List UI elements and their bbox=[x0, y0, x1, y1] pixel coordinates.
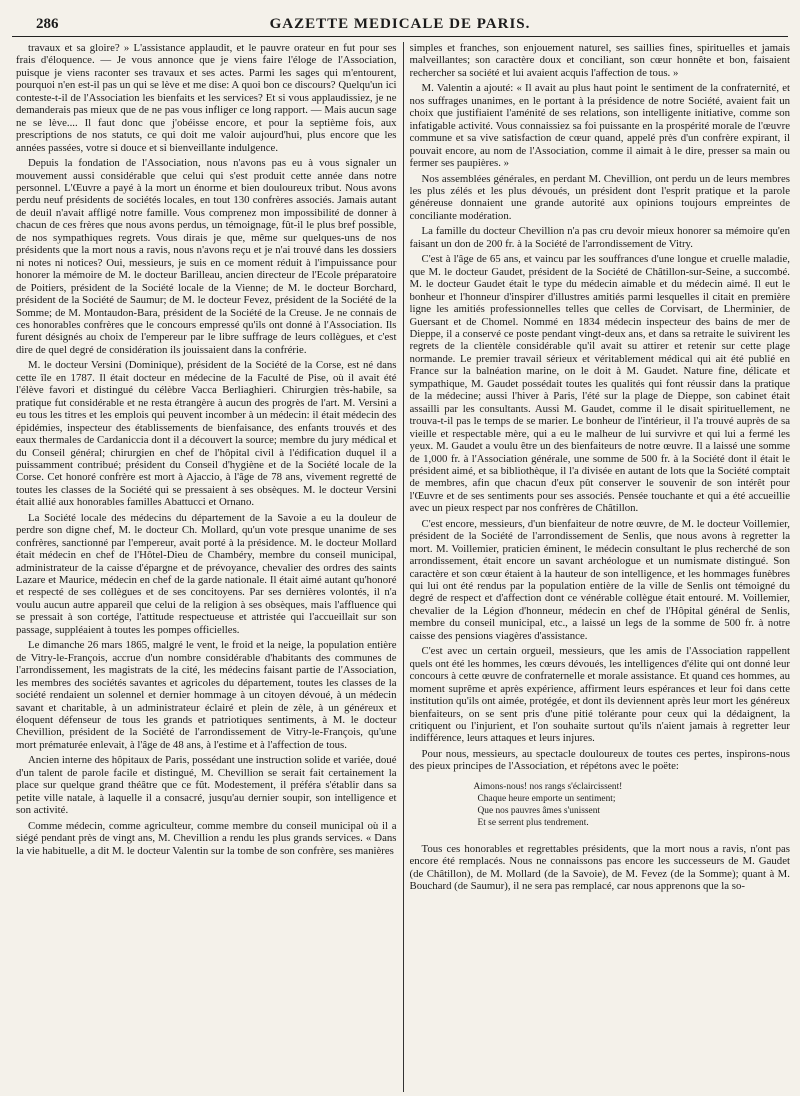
paragraph: Comme médecin, comme agriculteur, comme membre du conseil municipal où il a siégé pendant près de vingt ans, M. Chevillion a rendu les plus grands services. « Dans la vie habituelle, a dit M. le docteur Valentin sur la tombe de son confrère, ses manières bbox=[16, 819, 397, 857]
paragraph: C'est avec un certain orgueil, messieurs, que les amis de l'Association rappellent quels ont été les hommes, les cœurs dévoués, les intelligences d'élite qui ont donné leur concours à cette œuvre de confraternelle et morale assistance. Et quand ces hommes, au moment suprême et après expérience, affirment leurs espérances et leur foi dans cette institution qu'ils ont aimée, protégée, et dont ils deviennent après leur mort les généreux bienfaiteurs, on se sent pris d'une pitié tolérante pour ceux qui la dédaignent, la critiquent ou l'injurient, et l'on souhaite surtout qu'ils n'aient jamais à regretter leur indifférence, leurs attaques et leurs injures. bbox=[409, 645, 790, 745]
column-right bbox=[410, 42, 791, 1092]
paragraph: Ancien interne des hôpitaux de Paris, possédant une instruction solide et variée, doué d'un talent de parole facile et distingué, M. Chevillion se serait fait certainement la place sur quelque grand théâtre que ce fût. Modestement, il préféra s'établir dans sa petite ville natale, à laquelle il a consacré, jusqu'au dernier soupir, son intelligence et son activité. bbox=[16, 754, 397, 817]
paragraph: La famille du docteur Chevillion n'a pas cru devoir mieux honorer sa mémoire qu'en faisant un don de 200 fr. à la Société de l'arrondissement de Vitry. bbox=[409, 225, 790, 250]
page-number: 286 bbox=[36, 16, 59, 32]
paragraph: C'est encore, messieurs, d'un bienfaiteur de notre œuvre, de M. le docteur Voillemier, président de la Société de l'arrondissement de Senlis, que nous avons à regretter la mort. M. Voillemier, praticien éminent, le médecin consultant le plus recherché de son arrondissement, était encore un savant archéologue et un numismate distingué. Son caractère et son cœur étaient à la hauteur de son intelligence, et les hommages funèbres qui lui ont été rendus par la population entière de la ville de Senlis ont témoigné du degré de respect et d'affection dont ce vénérable collègue était entouré. M. Voillemier, chevalier de la Légion d'honneur, médecin en chef de l'Hôpital général de Senlis, membre du conseil municipal, etc., a laissé un legs de la somme de 500 fr. à notre caisse des pensions viagères d'assistance. bbox=[409, 517, 790, 642]
paragraph: C'est à l'âge de 65 ans, et vaincu par les souffrances d'une longue et cruelle maladie, que M. le docteur Gaudet, président de la Société de Châtillon-sur-Seine, a succombé. M. le docteur Gaudet était le type du médecin aimable et du médecin aimé. Il eut le bonheur et l'honneur d'inspirer d'illustres amitiés parmi lesquelles il citait en première ligne les amitiés professionnelles telles que celles de Corvisart, de Lherminier, de Guersant et de Chomel. Nommé en 1834 médecin inspecteur des bains de mer de Dieppe, il a conservé ce poste pendant vingt-deux ans, et dans sa retraite le suivirent les regrets de la clientèle considérable qu'il avait su attirer et retenir sur cette plage normande. Le premier travail sérieux et véritablement médical qui ait été publié en France sur la balnéation marine, on le doit à M. Gaudet. Nature fine, délicate et sympathique, M. Gaudet possédait toutes les qualités qui font réussir dans la pratique de la médecine; aussi l'hiver à Paris, l'été sur la plage de Dieppe, son cabinet était assailli par les consultants. Aussi M. Gaudet, comme il le disait spirituellement, ne trouva-t-il pas le temps de se marier. Le bonheur de l'intérieur, il l'a trouvé auprès de sa vieille et respectable mère, qui a eu le malheur de lui survivre et qui lui a fermé les yeux. M. Gaudet a voulu être un des bienfaiteurs de notre œuvre. Il a laissé une somme de 1,000 fr. à l'Association générale, une somme de 500 fr. à la Société dont il était le président aimé, et sa bibliothèque, il l'a divisée en autant de lots que la Société comptait de membres, afin que chacun d'eux pût conserver le souvenir de son intérêt pour l'Œuvre et de ses sentiments pour ses associés. Pensée touchante et qui a été accueillie avec un pieux respect par nos confrères de Châtillon. bbox=[409, 253, 790, 515]
paragraph: simples et franches, son enjouement naturel, ses saillies fines, spirituelles et jamais malveillantes; son caractère doux et conciliant, son cœur honnête et bon, faisaient rechercher sa société et lui avaient acquis l'affection de tous. » bbox=[409, 42, 790, 79]
page-header bbox=[12, 14, 788, 37]
paragraph: Le dimanche 26 mars 1865, malgré le vent, le froid et la neige, la population entière de Vitry-le-François, accrue d'un nombre considérable d'habitants des communes de l'arrondissement, les magistrats de la cité, les médecins faisant partie de l'Association, les membres des sociétés savantes et agricoles du département, toutes les classes de la société rendaient un solennel et dernier hommage à un citoyen dévoué, à un médecin savant et charitable, à un administrateur éclairé et plein de zèle, à un généreux et éloquent défenseur de tous les grands et patriotiques sentiments, à M. le docteur Chevillion, président de la Société de l'arrondissement de Vitry-le-François, qu'une mort prématurée enlevait, à l'âge de 48 ans, à l'estime et à l'affection de tous. bbox=[16, 639, 397, 751]
verse-line: Aimons-nous! nos rangs s'éclaircissent! bbox=[473, 781, 623, 792]
journal-title: GAZETTE MEDICALE DE PARIS. bbox=[269, 16, 531, 32]
paragraph: travaux et sa gloire? » L'assistance applaudit, et le pauvre orateur en fut pour ses frais d'éloquence. — Je vous annonce que je viens faire l'éloge de l'Association, puisque je viens raconter ses travaux et ses actes. Parmi les sages qui m'entourent, pourquoi n'en est-il pas un qui se lève et me dise: A quoi bon ce discours? Quelqu'un ici conteste-t-il de l'Association les bienfaits et les services? Et si vous applaudissiez, je ne demanderais pas mieux que de ne pas vous infliger ce long rapport. — Mais aucun sage ne se lève.... Il faut donc que j'obéisse encore, et pour la septième fois, aux prescriptions de nos statuts, ce qui doit me valoir aujourd'hui, plus encore que les années passées, votre si douce et si bienveillante indulgence. bbox=[16, 42, 397, 154]
paragraph: Depuis la fondation de l'Association, nous n'avons pas eu à vous signaler un mouvement aussi considérable que celui qui s'est produit cette année dans notre personnel. L'Œuvre a payé à la mort un énorme et bien douloureux tribut. Nous avons perdu neuf présidents de sociétés locales, en tout 130 confrères associés. Jamais autant de deuil n'avait affligé notre famille. Vous comprenez mon impossibilité de donner à chacun de ces frères que nous avons perdus, un témoignage, fût-il le plus bref possible, de nos sympathiques regrets. Vous dirais je que, même sur quelques-uns de nos présidents que la mort nous a ravis, nous n'avons reçu et je n'ai trouvé dans les dossiers ni notes ni notices? Oui, messieurs, je suis en ce moment réduit à l'impuissance pour honorer la mémoire de M. le docteur Barilleau, ancien directeur de l'Ecole préparatoire de Poitiers, président de la Société locale de la Vienne; de M. le docteur Borchard, président de la Société de Saumur; de M. le docteur Fevez, président de la Société de la Somme; de M. Montaudon-Bara, président de la Société de la Creuse. Je ne connais de ces honorables confrères que le concours empressé qu'ils ont donné à l'Association. Ils furent désignés au choix de l'empereur par le libre suffrage de leurs collègues, et c'est dire de quel degré de considération ils jouissaient dans la confrérie. bbox=[16, 157, 397, 356]
verse-line: Chaque heure emporte un sentiment; bbox=[477, 793, 616, 804]
paragraph: Pour nous, messieurs, au spectacle douloureux de toutes ces pertes, inspirons-nous des pieux principes de l'Association, et répétons avec le poëte: bbox=[409, 747, 790, 773]
paragraph: M. le docteur Versini (Dominique), président de la Société de la Corse, est né dans cette île en 1787. Il était docteur en médecine de la Faculté de Pise, où il avait été l'élève favori et distingué du célèbre Vacca Berliaghieri. Chirurgien très-habile, sa pratique fut considérable et ne resta étrangère à aucun des progrès de l'art. M. Versini a eu tous les titres et les emplois qui peuvent incomber à un médecin: il était médecin des épidémies, inspecteur des établissements de bienfaisance, des enfants trouvés et des eaux thermales de Cardaniccia dont il a découvert la source; membre du jury médical et du Conseil général; chirurgien en chef de l'hôpital civil à l'édification duquel il a puissamment contribué; président du Conseil d'hygiène et de la Société locale de la Corse. Cet honoré confrère est mort à Ajaccio, à l'âge de 78 ans, vivement regretté de toutes les classes de la Société qui se pressaient à ses obsèques. M. le docteur Versini était allié aux honorables familles Abattucci et Ornano. bbox=[16, 359, 397, 509]
paragraph: Tous ces honorables et regrettables présidents, que la mort nous a ravis, n'ont pas encore été remplacés. Nous ne connaissons pas encore les successeurs de M. Gaudet (de Châtillon), de M. Mollard (de la Savoie), de M. Fevez (de la Somme); quant à M. Bouchard (de Saumur), il ne sera pas remplacé, car nous apprenons que la so- bbox=[409, 842, 790, 893]
article-columns bbox=[16, 42, 790, 1092]
verse-line: Que nos pauvres âmes s'unissent bbox=[477, 805, 601, 816]
paragraph: M. Valentin a ajouté: « Il avait au plus haut point le sentiment de la confraternité, et nos suffrages unanimes, en le portant à la présidence de notre Société, avaient fait un choix que justifiaient l'aménité de ses relations, son intelligente initiative, comme son infatigable activité. Vous connaissiez sa foi puissante en la prospérité morale de l'œuvre commune et sa vive satisfaction de cœur quand, appelé près d'un confrère expirant, il pouvait encore, au nom de l'Association, comme il aimait à le dire, presser sa main ou fermer ses paupières. » bbox=[409, 82, 790, 170]
column-left bbox=[16, 42, 397, 1092]
poem-quote bbox=[474, 781, 791, 829]
verse-line: Et se serrent plus tendrement. bbox=[477, 817, 589, 828]
paragraph: Nos assemblées générales, en perdant M. Chevillion, ont perdu un de leurs membres les plus zélés et les plus dévoués, un président dont l'esprit pratique et la parole généreuse donnaient une grande autorité aux opinions toujours empreintes de conciliante modération. bbox=[409, 172, 790, 222]
column-divider bbox=[403, 42, 404, 1092]
paragraph: La Société locale des médecins du département de la Savoie a eu la douleur de perdre son digne chef, M. le docteur Ch. Mollard, qu'un vote presque unanime de ses confrères, sanctionné par l'empereur, avait porté à la présidence. M. le docteur Mollard était médecin en chef de l'Hôtel-Dieu de Chambéry, membre du conseil municipal, administrateur de la caisse d'épargne et de prévoyance, chevalier des ordres des saints Lazare et Maurice, médecin en chef de la garde nationale. Il était aimé autant qu'honoré et respecté de ses collègues et de ses concitoyens. Par ses dernières volontés, il n'a voulu aucun autre appareil que celui de la religion à ses obsèques, mais l'affluence qui se pressait à son cortége, l'attitude respectueuse et attristée qui l'accueillait sur son passage, suppléaient à toutes les pompes officielles. bbox=[16, 511, 397, 636]
